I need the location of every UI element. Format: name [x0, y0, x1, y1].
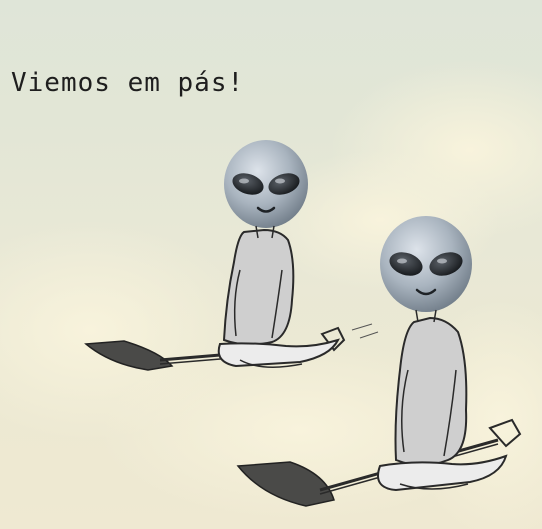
- meme-caption: Viemos em pás!: [11, 68, 245, 98]
- alien-face-emoji-left: [224, 140, 308, 228]
- alien-face-emoji-right: [380, 216, 472, 312]
